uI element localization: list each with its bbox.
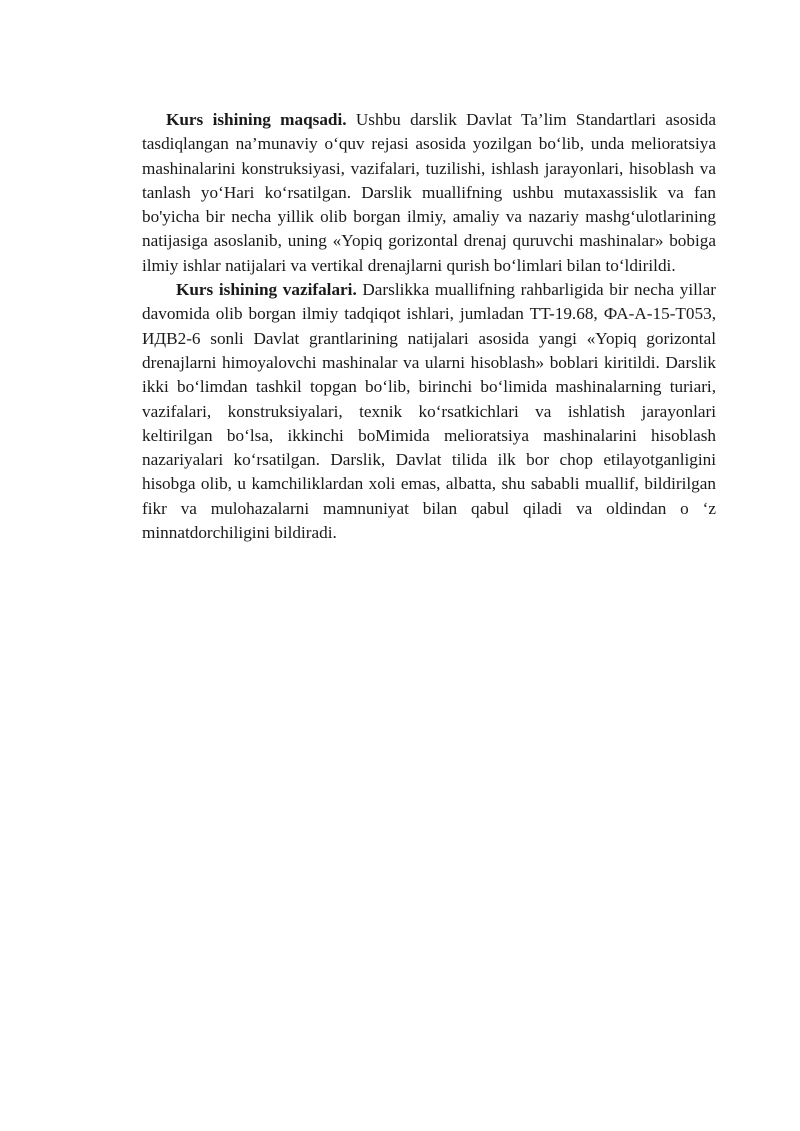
paragraph-tasks-text: Darslikka muallifning rahbarligida bir necha yillar davomida olib borgan ilmiy tadqiqot ishlari, jumladan TT-19.68, ФА-А-15-Т053, ИДВ2-6 sonli Davlat grantlarining natijalari asosida yangi «Yopiq gorizontal drenajlarni himoyalovchi mashinalar va ularni hisoblash» boblari kiritildi. Darslik ikki bo‘limdan tashkil topgan bo‘lib, birinchi bo‘limida mashinalarning turiari, vazifalari, konstruksiyalari, texnik ko‘rsatkichlari va ishlatish jarayonlari keltirilgan bo‘lsa, ikkinchi boMimida melioratsiya mashinalarini hisoblash nazariyalari ko‘rsatilgan. Darslik, Davlat tilida ilk bor chop etilayotganligini hisobga olib, u kamchiliklardan xoli emas, albatta, shu sababli muallif, bildirilgan fikr va mulohazalarni mamnuniyat bilan qabul qiladi va oldindan o ‘z minnatdorchiligini bildiradi. bbox=[142, 280, 716, 543]
document-body bbox=[142, 108, 716, 545]
paragraph-goal-heading: Kurs ishining maqsadi. bbox=[166, 110, 347, 129]
paragraph-tasks bbox=[142, 278, 716, 545]
paragraph-goal bbox=[142, 108, 716, 278]
paragraph-tasks-heading: Kurs ishining vazifalari. bbox=[176, 280, 357, 300]
paragraph-goal-text: Ushbu darslik Davlat Ta’lim Standartlari asosida tasdiqlangan na’munaviy o‘quv rejasi asosida yozilgan bo‘lib, unda melioratsiya mashinalarini konstruksiyasi, vazifalari, tuzilishi, ishlash jarayonlari, hisoblash va tanlash yo‘Hari ko‘rsatilgan. Darslik muallifning ushbu mutaxassislik va fan bo'yicha bir necha yillik olib borgan ilmiy, amaliy va nazariy mashg‘ulotlarining natijasiga asoslanib, uning «Yopiq gorizontal drenaj quruvchi mashinalar» bobiga ilmiy ishlar natijalari va vertikal drenajlarni qurish bo‘limlari bilan to‘ldirildi. bbox=[142, 110, 716, 275]
